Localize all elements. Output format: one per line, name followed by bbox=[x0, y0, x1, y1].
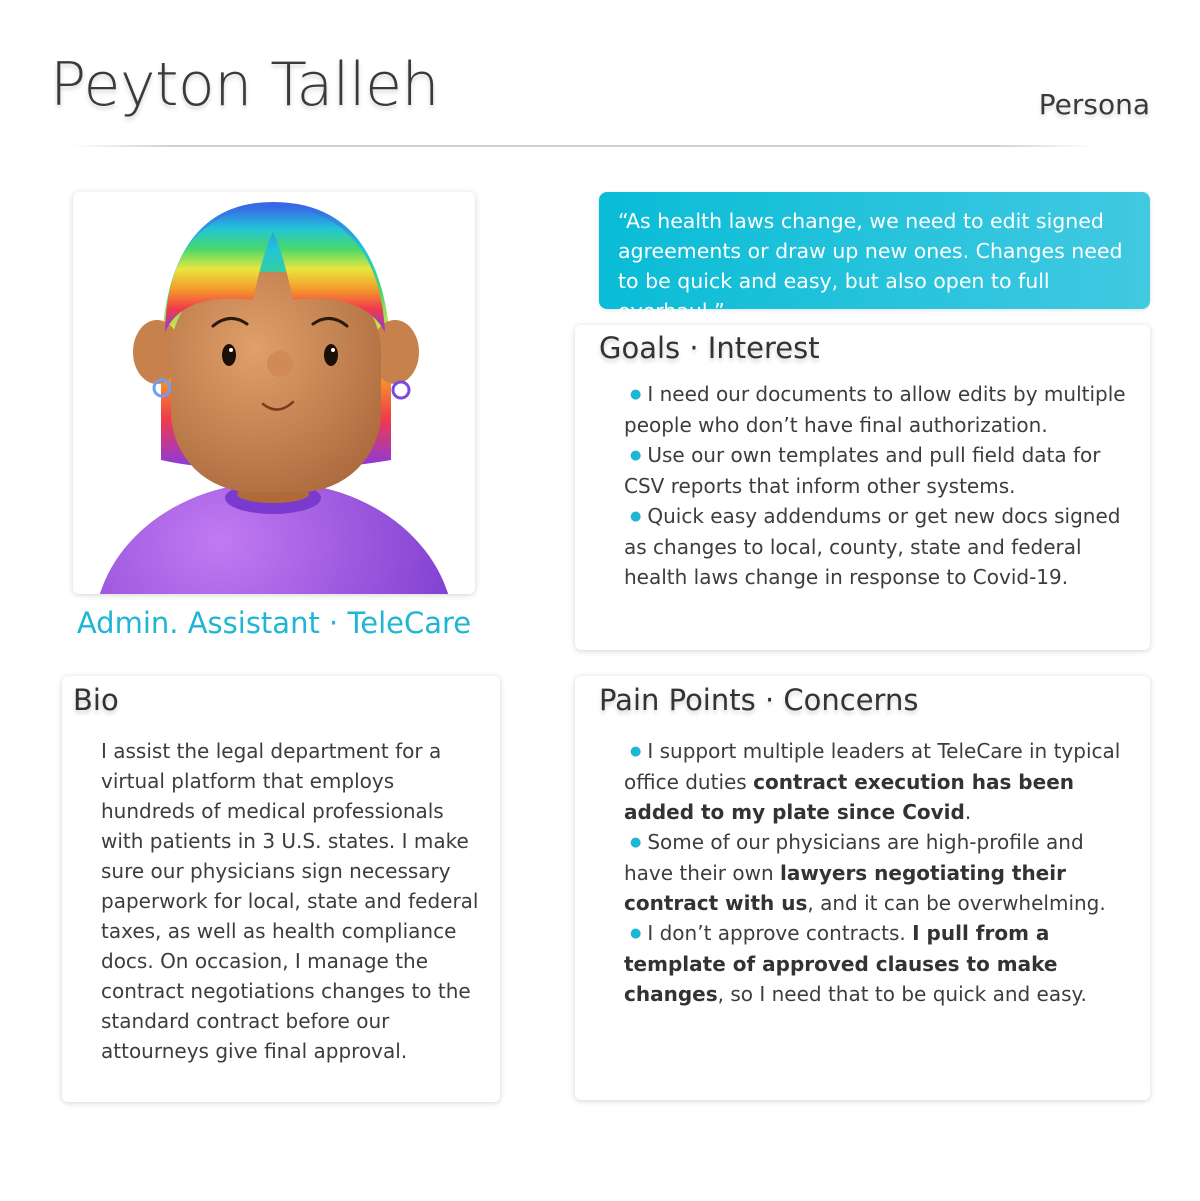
list-item bbox=[624, 440, 1130, 501]
list-item bbox=[624, 501, 1130, 592]
persona-quote: “As health laws change, we need to edit signed agreements or draw up new ones. Changes need to be quick and easy, but also open to full overhaul.” bbox=[599, 192, 1150, 309]
pain-text: , so I need that to be quick and easy. bbox=[717, 982, 1087, 1006]
goal-text: Use our own templates and pull field data for CSV reports that inform other systems. bbox=[624, 443, 1101, 498]
header-divider bbox=[70, 145, 1095, 147]
bullet-icon: ● bbox=[630, 387, 642, 402]
goal-text: I need our documents to allow edits by multiple people who don’t have final authorization. bbox=[624, 382, 1126, 437]
bullet-icon: ● bbox=[630, 509, 642, 524]
bio-text: I assist the legal department for a virtual platform that employs hundreds of medical professionals with patients in 3 U.S. states. I make sure our physicians sign necessary paperwork for local, state and federal taxes, as well as health compliance docs. On occasion, I manage the contract negotiations changes to the standard contract before our attourneys give final approval. bbox=[101, 739, 479, 1063]
list-item bbox=[624, 379, 1130, 440]
bullet-icon: ● bbox=[630, 835, 642, 850]
goals-title: Goals · Interest bbox=[599, 331, 820, 365]
avatar bbox=[73, 192, 475, 594]
pain-text: . bbox=[964, 800, 972, 824]
list-item bbox=[624, 918, 1130, 1009]
pain-text: Some of our physicians are high-profile and have their own bbox=[624, 830, 1084, 885]
bullet-icon: ● bbox=[630, 744, 642, 759]
pain-emphasis: I pull from a template of approved clauses to make changes bbox=[624, 921, 1058, 1006]
persona-name: Peyton Talleh bbox=[50, 50, 440, 120]
persona-tag: Persona bbox=[1038, 88, 1150, 121]
list-item bbox=[624, 827, 1130, 918]
pain-text: I don’t approve contracts. bbox=[647, 921, 913, 945]
bullet-icon: ● bbox=[630, 926, 642, 941]
pain-text: I support multiple leaders at TeleCare in typical office duties bbox=[624, 739, 1121, 794]
persona-role: Admin. Assistant · TeleCare bbox=[76, 606, 472, 640]
pain-text: , and it can be overwhelming. bbox=[807, 891, 1106, 915]
avatar-card bbox=[73, 192, 475, 594]
pain-points-title: Pain Points · Concerns bbox=[599, 683, 919, 717]
bio-title: Bio bbox=[73, 683, 119, 717]
pain-emphasis: lawyers negotiating their contract with us bbox=[624, 861, 1066, 915]
bullet-icon: ● bbox=[630, 448, 642, 463]
pain-emphasis: contract execution has been added to my plate since Covid bbox=[624, 770, 1074, 824]
goal-text: Quick easy addendums or get new docs signed as changes to local, county, state and federal health laws change in response to Covid-19. bbox=[624, 504, 1121, 589]
goals-list bbox=[624, 379, 1130, 592]
pain-points-list bbox=[624, 736, 1130, 1009]
list-item bbox=[624, 736, 1130, 827]
